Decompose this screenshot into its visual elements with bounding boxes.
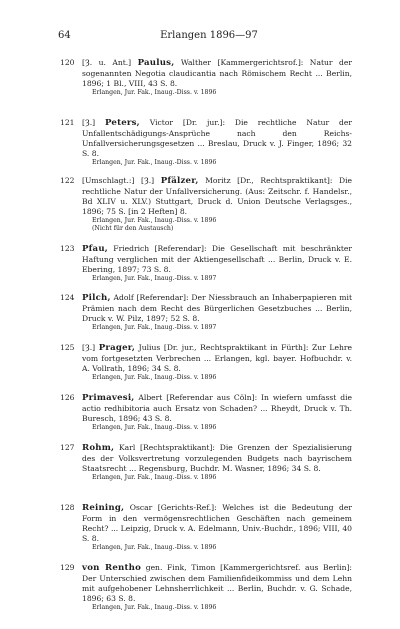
entry-text: Walther [Kammergerichtsrof.]: Natur der sogenannten Negotia claudicantia nach Römischem Recht ... Berlin, 1896; 1 Bl., VIII, 43 S. 8. — [82, 58, 352, 88]
catalog-entry — [60, 393, 352, 432]
catalog-entry — [60, 176, 353, 233]
entry-prefix: [Umschlagt.:] [Ȝ.] — [82, 176, 155, 185]
entry-number: 121 — [60, 118, 75, 127]
entry-note: Erlangen, Jur. Fak., Inaug.-Diss. v. 1896 — [92, 88, 217, 96]
entry-number: 122 — [60, 176, 75, 185]
entry-number: 124 — [60, 293, 75, 302]
catalog-entry — [60, 118, 353, 167]
entry-text: Oscar [Gerichts-Ref.]: Welches ist die Bedeutung der Form in den vermögensrechtlichen Geschäften nach gemeinem Recht? ... Leipzig, Druck v. A. Edelmann, Univ.-Buchdr., 1896; VIII, 40 S. 8. — [82, 503, 352, 543]
running-title: Erlangen 1896—97 — [160, 30, 258, 41]
entry-note: Erlangen, Jur. Fak., Inaug.-Diss. v. 1896 — [92, 373, 217, 381]
author-name: von Rentho — [82, 563, 142, 573]
entry-number: 120 — [60, 58, 75, 67]
catalog-entry — [60, 244, 352, 283]
author-name: Paulus, — [137, 58, 175, 68]
catalog-entry — [60, 443, 352, 482]
author-name: Prager, — [98, 343, 136, 353]
entry-note: Erlangen, Jur. Fak., Inaug.-Diss. v. 1896 — [92, 473, 217, 481]
catalog-entry — [60, 343, 352, 382]
entry-note: Erlangen, Jur. Fak., Inaug.-Diss. v. 1896 — [92, 423, 217, 431]
entry-text: Moritz [Dr., Rechtspraktikant]: Die rechtliche Natur der Unfallversicherung. (Aus: Zeitschr. f. Handelsr., Bd XLIV u. XLV.) Stuttgart, Druck d. Union Deutsche Verlagsges., 1896; 75 S. [in 2 Heften] 8. — [82, 176, 353, 216]
author-name: Pfälzer, — [160, 176, 199, 186]
entry-prefix: [Ȝ. u. Ant.] — [82, 58, 132, 67]
author-name: Rohm, — [82, 443, 115, 453]
entry-text: Karl [Rechtspraktikant]: Die Grenzen der Spezialisierung des der Volksvertretung vorzulegenden Budgets nach bayrischem Staatsrecht ... Regensburg, Buchdr. M. Wasner, 1896; 34 S. 8. — [82, 443, 352, 473]
entry-number: 123 — [60, 244, 75, 253]
author-name: Primavesi, — [82, 393, 135, 403]
page-header — [58, 30, 360, 44]
entry-text: Friedrich [Referendar]: Die Gesellschaft mit beschränkter Haftung verglichen mit der Aktiengesellschaft ... Berlin, Druck v. E. Ebering, 1897; 73 S. 8. — [82, 244, 352, 274]
entry-text: gen. Fink, Timon [Kammergerichtsref. aus Berlin]: Der Unterschied zwischen dem Familienfideikommiss und dem Lehn mit aufgehobener Lehnsherrlichkeit ... Berlin, Buchdr. v. G. Schade, 1896; 63 S. 8. — [82, 563, 352, 603]
entry-text: Julius [Dr. jur., Rechtspraktikant in Fürth]: Zur Lehre vom fortgesetzten Verbrechen ... Erlangen, kgl. bayer. Hofbuchdr. v. A. Vollrath, 1896; 34 S. 8. — [82, 343, 352, 373]
entry-prefix: [Ȝ.] — [82, 118, 96, 127]
entry-prefix: [Ȝ.] — [82, 343, 96, 352]
catalog-entry — [60, 58, 352, 97]
entry-note: Erlangen, Jur. Fak., Inaug.-Diss. v. 1897 — [92, 274, 217, 282]
page-number: 64 — [58, 30, 71, 41]
entry-number: 127 — [60, 443, 75, 452]
catalog-entry — [60, 503, 352, 552]
catalog-entry — [60, 563, 352, 612]
entry-number: 125 — [60, 343, 75, 352]
author-name: Reining, — [82, 503, 125, 513]
entry-note: Erlangen, Jur. Fak., Inaug.-Diss. v. 1896 — [92, 216, 217, 224]
entry-number: 129 — [60, 563, 75, 572]
entry-text: Victor [Dr. jur.]: Die rechtliche Natur der Unfallentschädigungs-Ansprüche nach den Reichs-Unfallversicherungsgesetzen ... Breslau, Druck v. J. Finger, 1896; 32 S. 8. — [82, 118, 353, 158]
entry-text: Albert [Referendar aus Cöln]: In wiefern umfasst die actio redhibitoria auch Ersatz von Schaden? ... Rheydt, Druck v. Th. Buresch, 1896; 43 S. 8. — [82, 393, 352, 423]
entry-note: Erlangen, Jur. Fak., Inaug.-Diss. v. 1896 — [92, 158, 217, 166]
entry-note: (Nicht für den Austausch) — [92, 224, 174, 232]
entry-note: Erlangen, Jur. Fak., Inaug.-Diss. v. 1896 — [92, 543, 217, 551]
entry-note: Erlangen, Jur. Fak., Inaug.-Diss. v. 1897 — [92, 323, 217, 331]
author-name: Pilch, — [82, 293, 111, 303]
author-name: Pfau, — [82, 244, 108, 254]
entry-text: Adolf [Referendar]: Der Niessbrauch an Inhaberpapieren mit Prämien nach dem Recht des Bürgerlichen Gesetzbuches ... Berlin, Druck v. W. Pilz, 1897; 52 S. 8. — [82, 293, 352, 323]
entry-note: Erlangen, Jur. Fak., Inaug.-Diss. v. 1896 — [92, 603, 217, 611]
author-name: Peters, — [104, 118, 140, 128]
catalog-entry — [60, 293, 352, 332]
entry-number: 128 — [60, 503, 75, 512]
entry-number: 126 — [60, 393, 75, 402]
